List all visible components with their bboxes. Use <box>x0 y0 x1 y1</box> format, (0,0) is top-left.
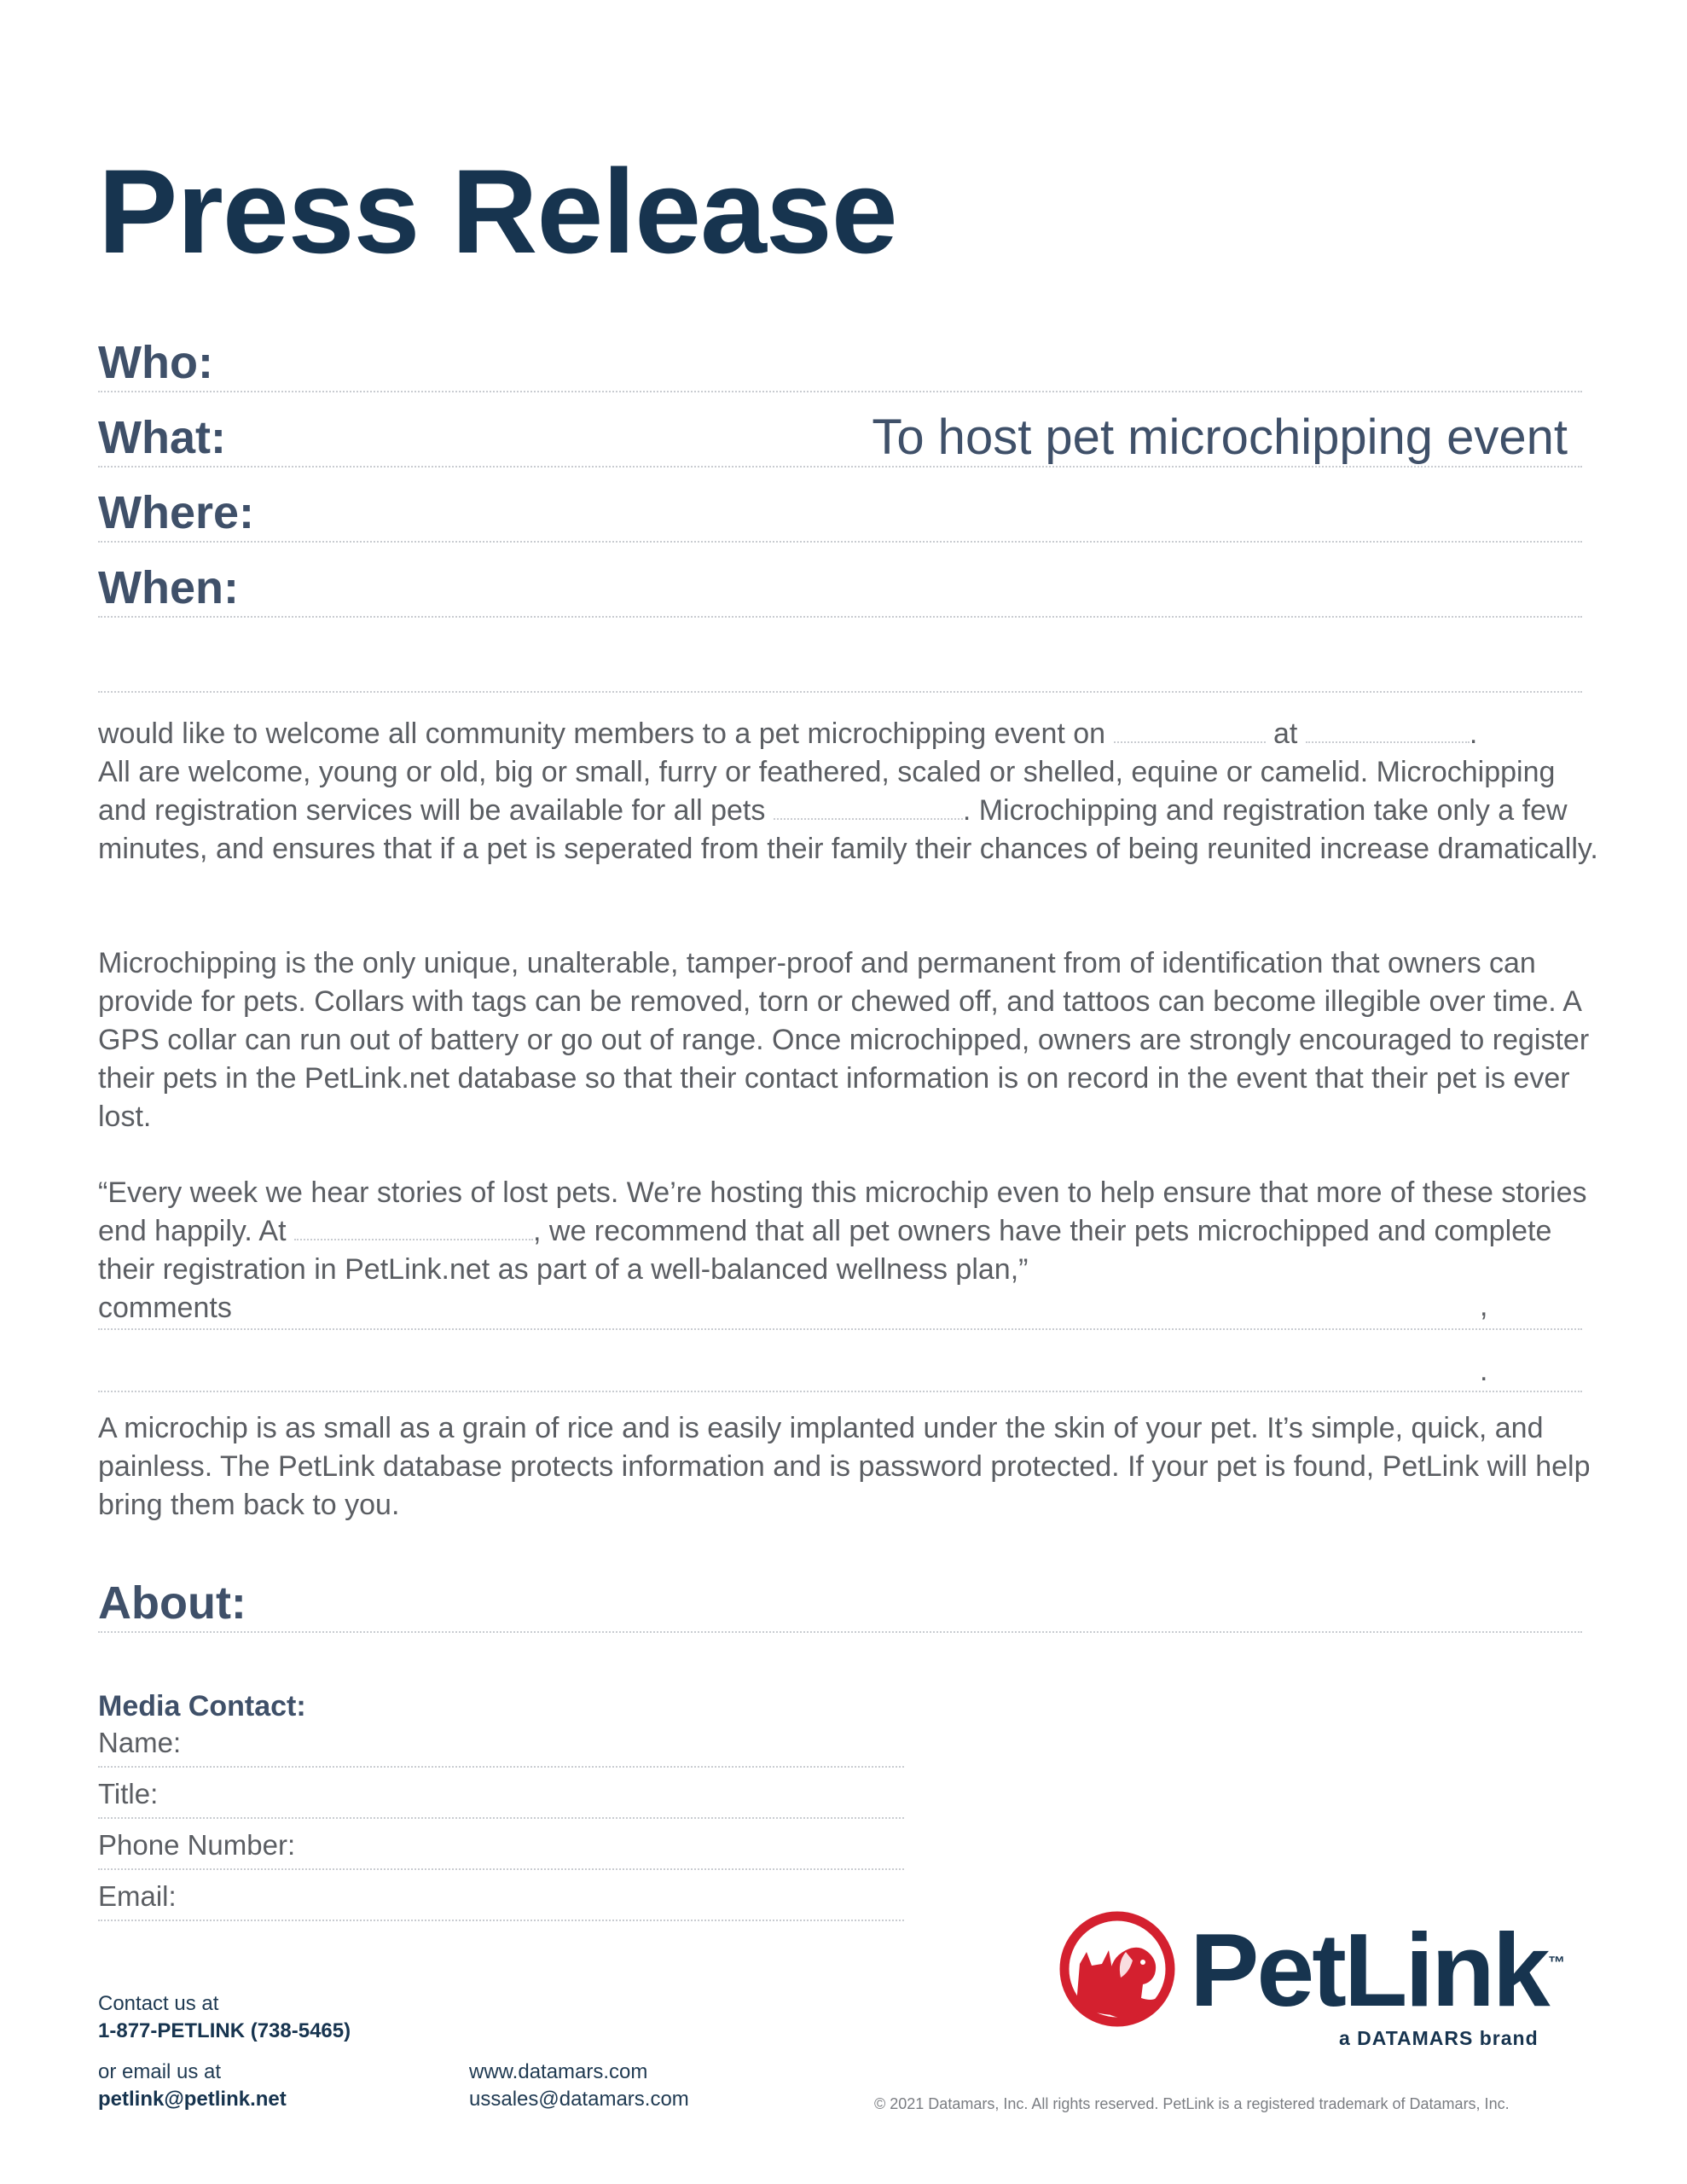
website-link[interactable]: www.datamars.com <box>469 2060 648 2083</box>
where-line <box>98 541 1582 543</box>
copyright-notice: © 2021 Datamars, Inc. All rights reserved. PetLink is a registered trademark of Datamars, Inc. <box>874 2095 1510 2112</box>
comma-mark: , <box>1480 1290 1488 1322</box>
contact-phone-label: Phone Number: <box>98 1829 296 1861</box>
paragraph-quote: “Every week we hear stories of lost pets. We’re hosting this microchip even to help ensure that more of these stories end happily. At , we recommend that all pet owners have their pets microchipped and complete their registration in PetLink.net as part of a well-balanced wellness plan,” comments <box>98 1176 1587 1324</box>
period-mark: . <box>1480 1355 1488 1387</box>
when-label: When: <box>98 562 239 613</box>
commenter-line <box>98 1328 1582 1330</box>
datamars-tagline: a DATAMARS brand <box>1339 2027 1539 2049</box>
cat-dog-circle-icon <box>1058 1909 1177 2029</box>
paragraph-microchip-facts: A microchip is as small as a grain of rice and is easily implanted under the skin of your pet. It’s simple, quick, and painless. The PetLink database protects information and is password protected. If your pet is found, PetLink will help bring them back to you. <box>98 1412 1591 1521</box>
paragraph-intro: would like to welcome all community members to a pet microchipping event on at . All are welcome, young or old, big or small, furry or feathered, scaled or shelled, equine or camelid. Microchipping and registration services will be available for all pets . Microchipping and registration take only a few minutes, and ensures that if a pet is seperated from their family their chances of being reunited increase dramatically. <box>98 717 1598 865</box>
organization-blank <box>294 1218 533 1240</box>
contact-us-label: Contact us at <box>98 1992 219 2015</box>
phone-number[interactable]: 1-877-PETLINK (738-5465) <box>98 2019 351 2042</box>
media-contact-heading: Media Contact: <box>98 1690 306 1722</box>
pets-blank <box>774 798 963 820</box>
contact-phone-line <box>98 1868 904 1870</box>
what-line <box>98 466 1582 468</box>
petlink-logo-text: PetLink <box>1190 1912 1548 2028</box>
about-line <box>98 1631 1582 1633</box>
date-blank <box>1114 721 1266 743</box>
about-heading: About: <box>98 1577 246 1629</box>
when-line <box>98 616 1582 618</box>
what-label: What: <box>98 412 226 463</box>
what-value: To host pet microchipping event <box>872 410 1568 465</box>
petlink-email-link[interactable]: petlink@petlink.net <box>98 2088 287 2111</box>
contact-title-label: Title: <box>98 1778 159 1809</box>
where-label: Where: <box>98 487 255 538</box>
contact-name-label: Name: <box>98 1727 182 1758</box>
location-blank <box>1306 721 1470 743</box>
commenter-title-line <box>98 1391 1582 1392</box>
page-title: Press Release <box>98 144 897 278</box>
contact-name-line <box>98 1766 904 1768</box>
who-label: Who: <box>98 337 213 388</box>
who-line <box>98 391 1582 392</box>
sales-email-link[interactable]: ussales@datamars.com <box>469 2088 689 2111</box>
contact-email-label: Email: <box>98 1880 177 1912</box>
contact-title-line <box>98 1817 904 1819</box>
email-us-label: or email us at <box>98 2060 222 2083</box>
contact-email-line <box>98 1920 904 1921</box>
organization-line <box>98 691 1582 693</box>
paragraph-microchipping: Microchipping is the only unique, unalterable, tamper-proof and permanent from of identification that owners can provide for pets. Collars with tags can be removed, torn or chewed off, and tattoos can become illegible over time. A GPS collar can run out of battery or go out of range. Once microchipped, owners are strongly encouraged to register their pets in the PetLink.net database so that their contact information is on record in the event that their pet is ever lost. <box>98 947 1590 1133</box>
trademark-symbol: ™ <box>1548 1954 1565 1972</box>
